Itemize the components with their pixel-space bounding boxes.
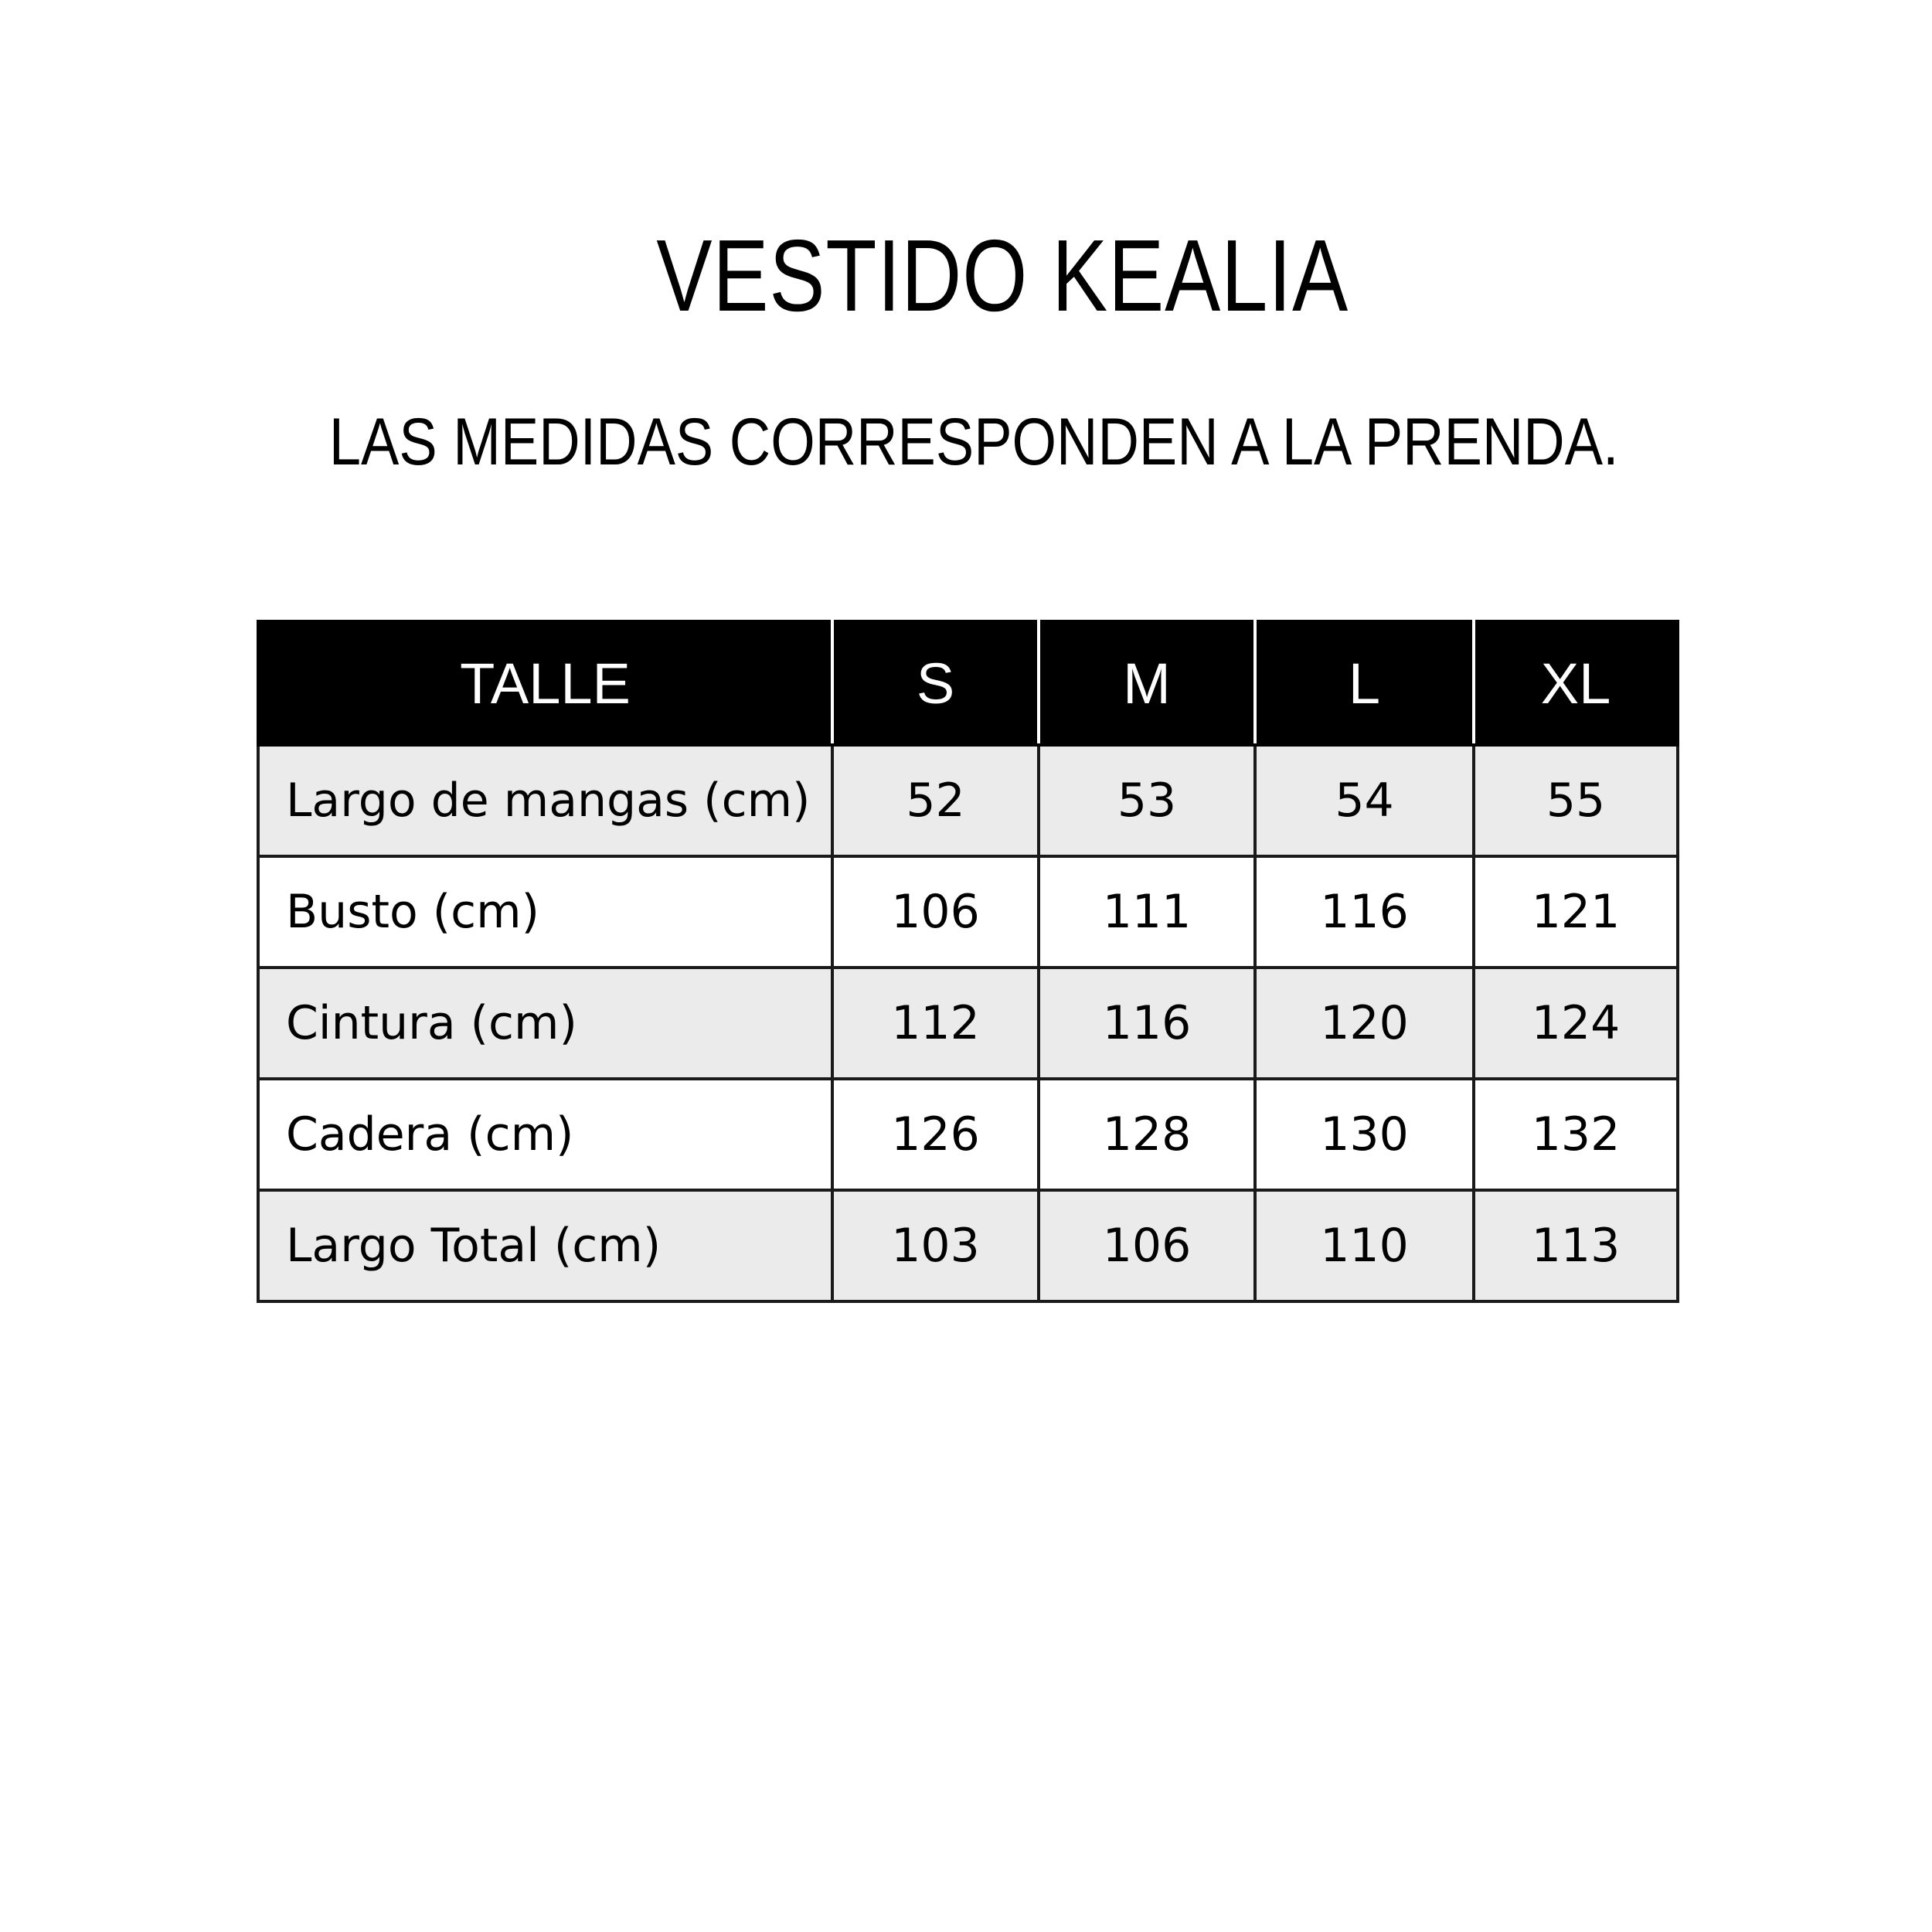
header-size-xl: XL xyxy=(1474,621,1678,745)
header-size-l: L xyxy=(1255,621,1474,745)
cell-value: 116 xyxy=(1039,968,1255,1079)
cell-value: 128 xyxy=(1039,1079,1255,1190)
cell-value: 106 xyxy=(832,856,1039,968)
table-row xyxy=(258,856,1678,968)
page-subtitle: LAS MEDIDAS CORRESPONDEN A LA PRENDA. xyxy=(328,405,1619,479)
table-row xyxy=(258,968,1678,1079)
cell-value: 132 xyxy=(1474,1079,1678,1190)
cell-value: 53 xyxy=(1039,745,1255,856)
cell-value: 110 xyxy=(1255,1190,1474,1301)
table-row xyxy=(258,1079,1678,1190)
cell-value: 106 xyxy=(1039,1190,1255,1301)
cell-value: 121 xyxy=(1474,856,1678,968)
cell-value: 116 xyxy=(1255,856,1474,968)
cell-value: 113 xyxy=(1474,1190,1678,1301)
cell-value: 120 xyxy=(1255,968,1474,1079)
header-talle: TALLE xyxy=(258,621,832,745)
row-label-cintura: Cintura (cm) xyxy=(258,968,832,1079)
table-row xyxy=(258,1190,1678,1301)
cell-value: 126 xyxy=(832,1079,1039,1190)
header-size-m: M xyxy=(1039,621,1255,745)
cell-value: 103 xyxy=(832,1190,1039,1301)
row-label-largo-de-mangas: Largo de mangas (cm) xyxy=(258,745,832,856)
row-label-cadera: Cadera (cm) xyxy=(258,1079,832,1190)
cell-value: 112 xyxy=(832,968,1039,1079)
cell-value: 130 xyxy=(1255,1079,1474,1190)
cell-value: 55 xyxy=(1474,745,1678,856)
header-size-s: S xyxy=(832,621,1039,745)
cell-value: 52 xyxy=(832,745,1039,856)
page-title: VESTIDO KEALIA xyxy=(656,219,1349,332)
cell-value: 124 xyxy=(1474,968,1678,1079)
row-label-largo-total: Largo Total (cm) xyxy=(258,1190,832,1301)
table-header-row xyxy=(258,621,1678,745)
cell-value: 111 xyxy=(1039,856,1255,968)
cell-value: 54 xyxy=(1255,745,1474,856)
row-label-busto: Busto (cm) xyxy=(258,856,832,968)
size-chart-table xyxy=(257,620,1679,1303)
table-row xyxy=(258,745,1678,856)
